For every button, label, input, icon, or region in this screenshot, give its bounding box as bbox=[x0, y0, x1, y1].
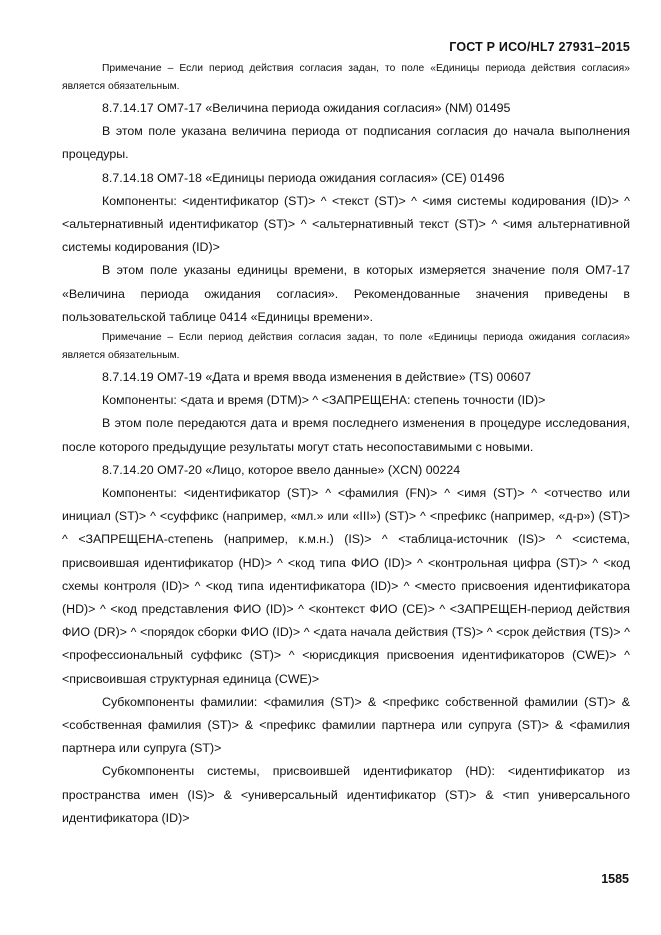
paragraph-1: В этом поле указана величина периода от подписания согласия до начала выполнения процедуры. bbox=[62, 124, 630, 162]
note-1: Примечание – Если период действия согласия задан, то поле «Единицы периода действия согласия» является обязательным. bbox=[62, 63, 630, 92]
section-heading-8-7-14-18: 8.7.14.18 OM7-18 «Единицы периода ожидания согласия» (CE) 01496 bbox=[102, 170, 505, 185]
document-body bbox=[62, 60, 630, 830]
paragraph-6: Компоненты: <идентификатор (ST)> ^ <фамилия (FN)> ^ <имя (ST)> ^ <отчество или инициал (ST)> ^ <суффикс (например, «мл.» или «III») (ST)> ^ <префикс (например, «д-р») (ST)> ^ <ЗАПРЕЩЕНА-степень (например, к.м.н.) (IS)> ^ <таблица-источник (IS)> ^ <система, присвоившая идентификатор (HD)> ^ <код типа ФИО (ID)> ^ <контрольная цифра (ST)> ^ <код схемы контроля (ID)> ^ <код типа идентификатора (ID)> ^ <место присвоения идентификатора (HD)> ^ <код представления ФИО (ID)> ^ <контекст ФИО (CE)> ^ <ЗАПРЕЩЕН-период действия ФИО (DR)> ^ <порядок сборки ФИО (ID)> ^ <дата начала действия (TS)> ^ <срок действия (TS)> ^ <профессиональный суффикс (ST)> ^ <юрисдикция присвоения идентификаторов (CWE)> ^ <присвоившая структурная единица (CWE)> bbox=[62, 486, 630, 686]
section-heading-8-7-14-19: 8.7.14.19 OM7-19 «Дата и время ввода изменения в действие» (TS) 00607 bbox=[102, 370, 532, 385]
note-2: Примечание – Если период действия согласия задан, то поле «Единицы периода ожидания согласия» является обязательным. bbox=[62, 332, 630, 361]
paragraph-4: Компоненты: <дата и время (DTM)> ^ <ЗАПРЕЩЕНА: степень точности (ID)> bbox=[102, 393, 546, 408]
paragraph-5: В этом поле передаются дата и время последнего изменения в процедуре исследования, после которого предыдущие результаты могут стать несопоставимыми с новыми. bbox=[62, 416, 630, 454]
paragraph-7: Субкомпоненты фамилии: <фамилия (ST)> & <префикс собственной фамилии (ST)> & <собственная фамилия (ST)> & <префикс фамилии партнера или супруга (ST)> & <фамилия партнера или супруга (ST)> bbox=[62, 694, 630, 756]
document-header: ГОСТ Р ИСО/HL7 27931–2015 bbox=[449, 40, 630, 54]
section-heading-8-7-14-17: 8.7.14.17 OM7-17 «Величина периода ожидания согласия» (NM) 01495 bbox=[102, 101, 511, 115]
paragraph-8: Субкомпоненты системы, присвоившей идентификатор (HD): <идентификатор из пространства имен (IS)> & <универсальный идентификатор (ST)> & <тип универсального идентификатора (ID)> bbox=[62, 764, 630, 825]
page-number: 1585 bbox=[601, 872, 629, 886]
paragraph-3: В этом поле указаны единицы времени, в которых измеряется значение поля OM7-17 «Величина периода ожидания согласия». Рекомендованные значения приведены в пользовательской таблице 0414 «Единицы времени». bbox=[62, 263, 630, 324]
paragraph-2: Компоненты: <идентификатор (ST)> ^ <текст (ST)> ^ <имя системы кодирования (ID)> ^ <альтернативный идентификатор (ST)> ^ <альтернативный текст (ST)> ^ <имя альтернативной системы кодирования (ID)> bbox=[62, 193, 630, 255]
section-heading-8-7-14-20: 8.7.14.20 OM7-20 «Лицо, которое ввело данные» (XCN) 00224 bbox=[102, 462, 461, 477]
